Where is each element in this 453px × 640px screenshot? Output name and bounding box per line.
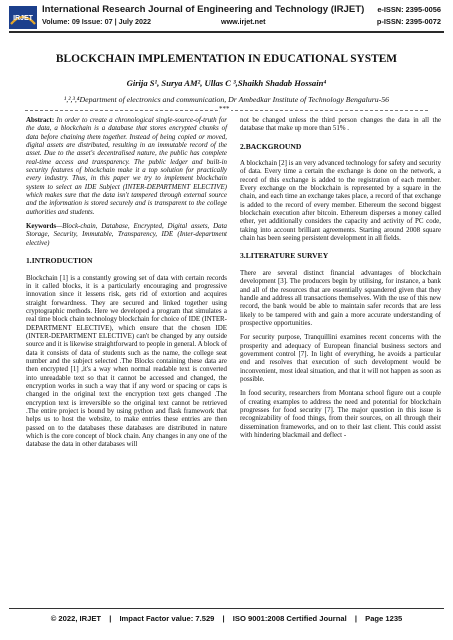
footer-impact-factor: Impact Factor value: 7.529 [119,614,215,623]
abstract-text: In order to create a chronological single-source-of-truth for the data, a blockchain is a database that stores encrypted chunks of data before chaining them together. Instead of being copied or moved, digital assets are distributed, resulting in an immutable record of the asset. Due to the asset's decentralised nature, the public has complete real-time access and transparency. The public ledger and built-in security features of blockchain make it a top solution for practically every industry. Thus, in this paper we try to implement blockchain system to select an IDE Subject (INTER-DEPARTMENT ELECTIVE) which makes sure that the data isn't tampered through external source and the information is stored securely and is transparent to the college authorities and students. [26,116,227,216]
literature-paragraph-2: For security purpose, Tranquillini examines recent concerns with the prosperity and adequacy of European financial business sectors and government control [7]. In light of everything, he avoids a particular end and resolves that execution of such development would be inconvenient, most ideal situation, and that it will not happen as soon as possible. [240,333,441,383]
keywords [26,222,227,247]
journal-name: International Research Journal of Engineering and Technology (IRJET) [42,4,365,15]
keywords-label: Keywords [26,222,57,231]
left-column [26,116,227,455]
right-column [240,116,441,445]
journal-header [0,0,453,34]
paper-authors: Girija S¹, Surya AM², Ullas C ³,Shaikh Shadab Hossain⁴ [126,78,327,88]
literature-survey-heading: 3.LITERATURE SURVEY [240,251,329,261]
header-rule [9,31,444,33]
paper-affiliation: ¹,²,³,⁴Department of electronics and communication, Dr Ambedkar Institute of Technology Bengaluru-56 [63,95,390,104]
literature-paragraph-1: There are several distinct financial advantages of blockchain development [3]. The producers begin by utilising, for instance, a bank and all of the resources that are essentially squandered given that they handle and address all transactions themselves. With the use of this new record, the bank would be able to maintain safer records that are less likely to be tampered with and gain a more accurate understanding of prospective opportunities. [240,268,441,327]
divider-stars: *** [219,105,230,113]
footer-separator: | [109,614,112,623]
abstract-label: Abstract: [26,116,55,124]
continued-text: not be changed unless the third person changes the data in all the database that make up more than 51% . [240,116,441,133]
footer-copyright: © 2022, IRJET [50,614,102,623]
e-issn: e-ISSN: 2395-0056 [377,5,441,14]
p-issn: p-ISSN: 2395-0072 [376,17,441,26]
introduction-text: Blockchain [1] is a constantly growing set of data with certain records in it called blocks, it is a particularly encouraging and progressive innovation since it lessens risk, gets rid of extortion and acquires straight forwardness. They are secured and linked together using cryptographic methods. Here we developed a program that simulates a real time block chain technology blockchain for choice of IDE (INTER-DEPARTMENT ELECTIVE), which ensure that the chosen IDE (INTER-DEPARTMENT ELECTIVE) can't be changed by any outside source and it is likewise straightforward to people in general. A block of data it consists of data of students such as the name, the college seat number and the subject selected .The Blocks containing these data are then encrypted [1] ,it's a way when normal readable text is converted into unreadable text so that it cannot be accessed and changed, the encryption works in such a way that if any word or spacing or caps is changed in the original text the encryption text gets changed .The encryption text is irreversible so the original text cannot be retrieved .The entire project is bound by using python and flask framework that helps us to host the website, to make entries these entries are then passed on to the databases these databases are distributed in nature which is the core concept of block chain. Any changes in any one of the database the data in other databases will [26,273,227,449]
introduction-heading: 1.INTRODUCTION [26,256,93,266]
background-text: A blockchain [2] is an very advanced technology for safety and security of data. Every time a certain the exchange is done on the network, a record of this exchange is added to the registration of each member. Every exchange on the blockchain is represented by a square in the chain, and each time an exchange takes place, a record of that exchange is added to the record of every member. Ethereum the second biggest blockchain execution after bitcoin. Ethereum disperses a money called ether, yet additionally considers the capacity and activity of PC code, taking into account brilliant agreements. Starting around 2008 square chain has been seeing persistent development in all fields. [240,159,441,243]
background-heading: 2.BACKGROUND [240,141,302,151]
footer-iso: ISO 9001:2008 Certified Journal [232,614,347,623]
irjet-logo [9,6,37,29]
page-footer [0,614,453,623]
paper-title: BLOCKCHAIN IMPLEMENTATION IN EDUCATIONAL SYSTEM [55,53,398,65]
footer-page-number: Page 1235 [365,614,403,623]
logo-text: IRJET [13,15,33,22]
footer-rule [9,608,444,609]
abstract [26,116,227,216]
footer-separator: | [222,614,225,623]
keywords-text: —Block-chain, Database, Encrypted, Digital assets, Data Storage, Security, Immutable, Transparency, IDE (Inter-department elective) [26,222,227,247]
literature-paragraph-3: In food security, researchers from Montana school figure out a couple of creating examples to address the need and potential for blockchain progresses for food security [7]. The major question in this issue is recognizability of food things, from their sources, on all through their dissemination frameworks, and on to their last client. This could assist with hindering blackmail and deflect - [240,389,441,439]
journal-website-link[interactable]: www.irjet.net [221,17,266,26]
volume-issue: Volume: 09 Issue: 07 | July 2022 [42,17,151,26]
footer-separator: | [354,614,357,623]
